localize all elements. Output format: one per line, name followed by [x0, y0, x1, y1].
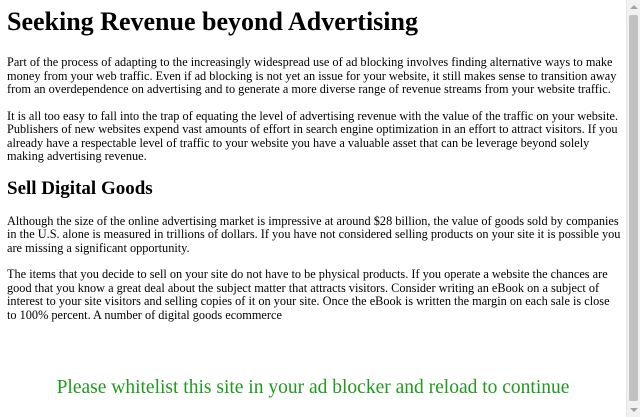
chevron-up-icon — [630, 5, 638, 9]
vertical-scrollbar[interactable] — [626, 0, 640, 417]
section-paragraph-1: Although the size of the online advertising market is impressive at around $28 billion, the value of goods sold by companies in the U.S. alone is measured in trillions of dollars. If you have not considered selling products on your site it is possible you are missing a significant opportunity. — [7, 213, 621, 255]
scroll-up-arrow[interactable] — [627, 0, 640, 14]
chevron-down-icon — [630, 408, 638, 412]
article-title: Seeking Revenue beyond Advertising — [7, 7, 418, 36]
scroll-down-arrow[interactable] — [627, 403, 640, 417]
adblock-notice: Please whitelist this site in your ad blocker and reload to continue — [0, 374, 626, 402]
intro-paragraph-1: Part of the process of adapting to the increasingly widespread use of ad blocking involves finding alternative ways to make money from your web traffic. Even if ad blocking is not yet an issue for your website, it still makes sense to transition away from an overdependence on advertising and to generate a more diverse range of revenue streams from your website traffic. — [7, 55, 617, 96]
section-paragraph-2: The items that you decide to sell on your site do not have to be physical products. If you operate a website the chances are good that you know a great deal about the subject matter that attracts visitors. Consider writing an eBook on a subject of interest to your site visitors and selling copies of it on your site. Once the eBook is written the margin on each sale is close to 100% percent. A number of digital goods ecommerce — [7, 267, 610, 322]
intro-paragraph-2: It is all too easy to fall into the trap of equating the level of advertising revenue with the value of the traffic on your website. Publishers of new websites expend vast amounts of effort in search engine optimization in an effort to attract visitors. If you already have a respectable level of traffic to your website you have a valuable asset that can be leverage beyond solely making advertising revenue. — [7, 108, 619, 163]
section-heading: Sell Digital Goods — [7, 177, 153, 199]
scrollbar-thumb[interactable] — [629, 15, 638, 401]
article — [7, 6, 621, 335]
